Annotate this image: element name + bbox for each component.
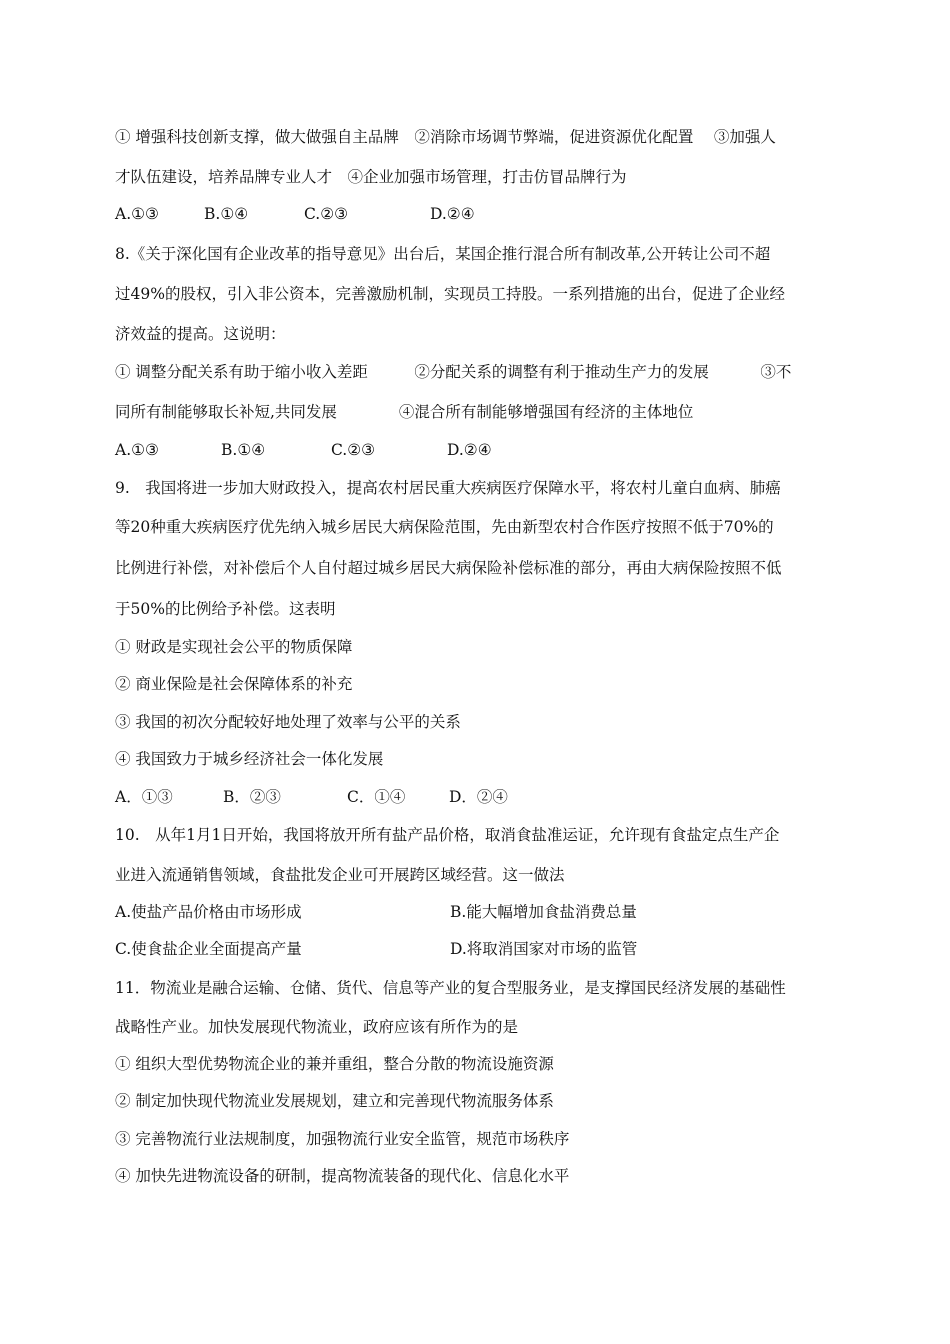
q9-option-d: D．②④ (449, 788, 508, 806)
q10-stem-line-2: 业进入流通销售领域，食盐批发企业可开展跨区域经营。这一做法 (115, 866, 565, 884)
q10-option-b: B.能大幅增加食盐消费总量 (450, 903, 637, 921)
q11-statement-4: ④ 加快先进物流设备的研制，提高物流装备的现代化、信息化水平 (115, 1167, 570, 1185)
q11-statement-1: ① 组织大型优势物流企业的兼并重组，整合分散的物流设施资源 (115, 1055, 554, 1073)
q7-option-d: D.②④ (430, 205, 475, 223)
q7-statements-line-2: 才队伍建设，培养品牌专业人才 ④企业加强市场管理，打击仿冒品牌行为 (115, 168, 627, 186)
q10-options-row-2 (115, 938, 840, 960)
q7-option-b: B.①④ (204, 205, 249, 223)
q7-option-a: A.①③ (115, 205, 159, 223)
q8-stem-line-1: 8.《关于深化国有企业改革的指导意见》出台后，某国企推行混合所有制改革,公开转让公司不超 (115, 245, 771, 263)
q11-stem-line-2: 战略性产业。加快发展现代物流业，政府应该有所作为的是 (115, 1018, 519, 1036)
q9-stem-line-4: 于50%的比例给予补偿。这表明 (115, 600, 336, 618)
q9-option-a: A．①③ (115, 788, 173, 806)
q9-statement-1: ① 财政是实现社会公平的物质保障 (115, 638, 353, 656)
q11-stem-line-1: 11．物流业是融合运输、仓储、货代、信息等产业的复合型服务业，是支撑国民经济发展的基础性 (115, 979, 786, 997)
q7-option-c: C.②③ (304, 205, 349, 223)
q8-options (115, 439, 840, 461)
q8-stem-line-3: 济效益的提高。这说明： (115, 325, 286, 343)
q8-statements-line-1: ① 调整分配关系有助于缩小收入差距 ②分配关系的调整有利于推动生产力的发展 ③不 (115, 363, 792, 381)
q9-option-b: B．②③ (223, 788, 281, 806)
q11-statement-3: ③ 完善物流行业法规制度，加强物流行业安全监管，规范市场秩序 (115, 1130, 570, 1148)
q9-options (115, 786, 840, 808)
q9-stem-line-2: 等20种重大疾病医疗优先纳入城乡居民大病保险范围，先由新型农村合作医疗按照不低于70%的 (115, 518, 774, 536)
q8-option-a: A.①③ (115, 441, 159, 459)
q10-option-c: C.使食盐企业全面提高产量 (115, 940, 302, 958)
q8-option-d: D.②④ (447, 441, 492, 459)
q11-statement-2: ② 制定加快现代物流业发展规划，建立和完善现代物流服务体系 (115, 1092, 554, 1110)
q7-statements-line-1: ① 增强科技创新支撑，做大做强自主品牌 ②消除市场调节弊端，促进资源优化配置 ③加强人 (115, 128, 776, 146)
q9-stem-line-3: 比例进行补偿，对补偿后个人自付超过城乡居民大病保险补偿标准的部分，再由大病保险按照不低 (115, 559, 782, 577)
q9-statement-4: ④ 我国致力于城乡经济社会一体化发展 (115, 750, 384, 768)
q8-option-b: B.①④ (221, 441, 266, 459)
q10-options-row-1 (115, 901, 840, 923)
q8-option-c: C.②③ (331, 441, 376, 459)
q9-option-c: C．①④ (347, 788, 406, 806)
q8-statements-line-2: 同所有制能够取长补短,共同发展 ④混合所有制能够增强国有经济的主体地位 (115, 403, 694, 421)
q10-option-d: D.将取消国家对市场的监管 (450, 940, 638, 958)
q8-stem-line-2: 过49%的股权，引入非公资本，完善激励机制，实现员工持股。一系列措施的出台，促进了企业经 (115, 285, 785, 303)
q9-statement-3: ③ 我国的初次分配较好地处理了效率与公平的关系 (115, 713, 461, 731)
q9-statement-2: ② 商业保险是社会保障体系的补充 (115, 675, 353, 693)
q9-stem-line-1: 9. 我国将进一步加大财政投入，提高农村居民重大疾病医疗保障水平，将农村儿童白血病、肺癌 (115, 479, 781, 497)
q10-stem-line-1: 10. 从年1月1日开始，我国将放开所有盐产品价格，取消食盐准运证，允许现有食盐定点生产企 (115, 826, 780, 844)
q10-option-a: A.使盐产品价格由市场形成 (115, 903, 302, 921)
q7-options (115, 203, 840, 225)
